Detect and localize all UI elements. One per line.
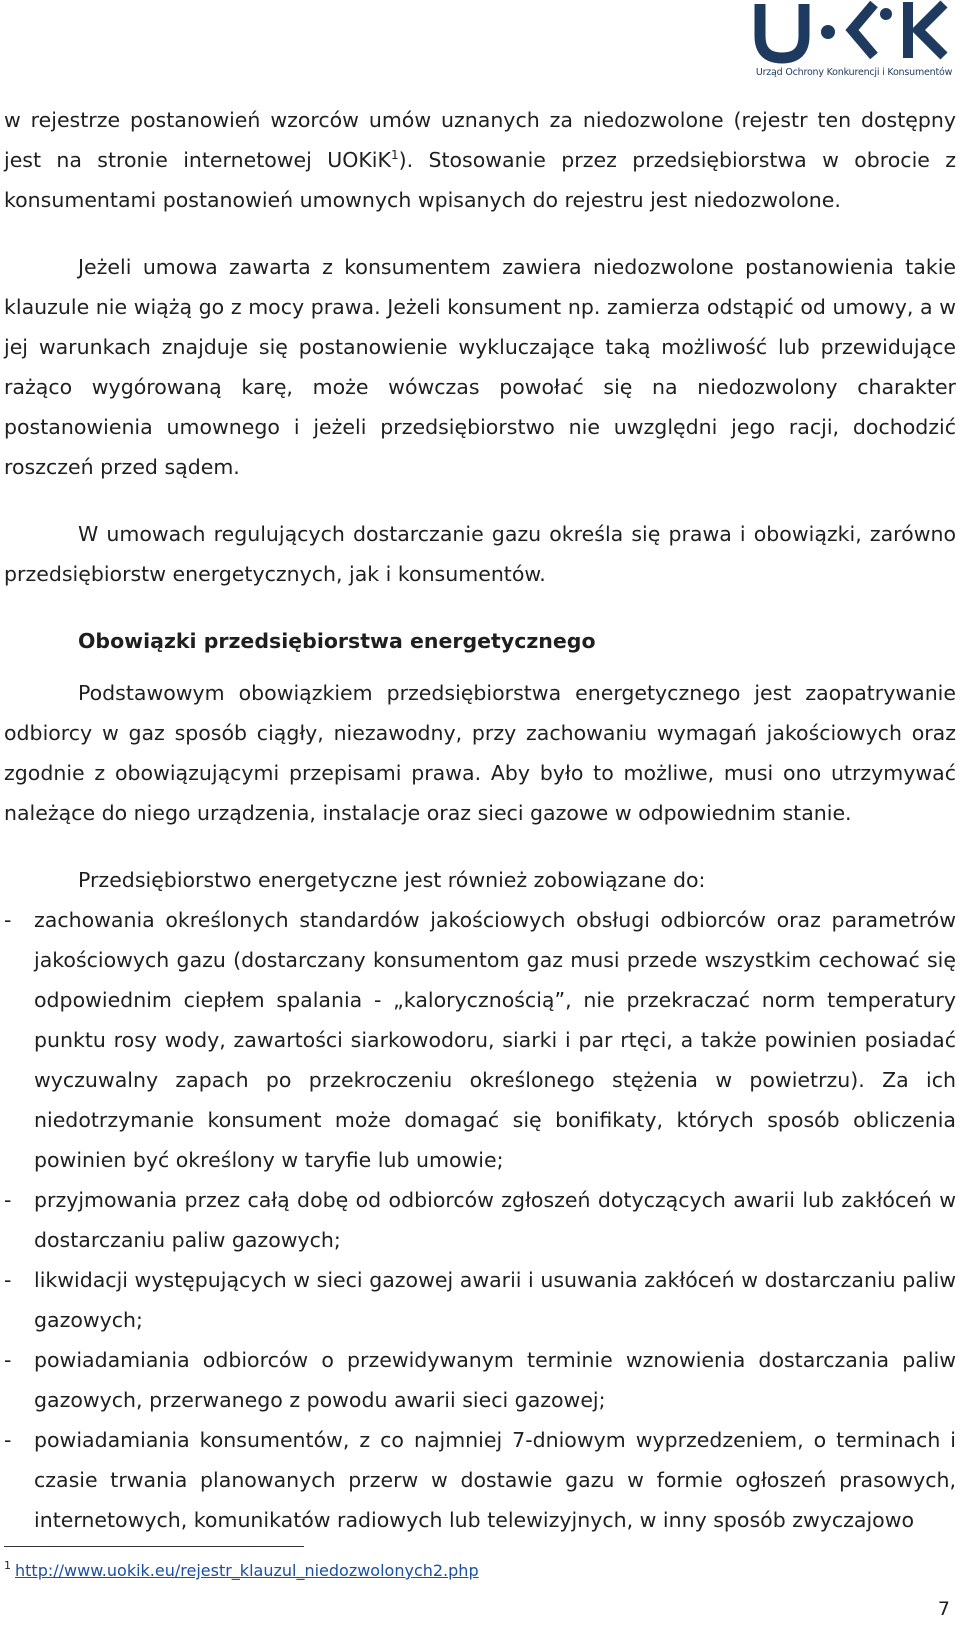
- obligations-list: [4, 900, 956, 1540]
- list-item: - powiadamiania odbiorców o przewidywanym terminie wznowienia dostarczania paliw gazowych, przerwanego z powodu awarii sieci gazowej;: [4, 1340, 956, 1420]
- footnote-ref: 1: [390, 148, 399, 162]
- paragraph-2: Jeżeli umowa zawarta z konsumentem zawiera niedozwolone postanowienia takie klauzule nie wiążą go z mocy prawa. Jeżeli konsument np. zamierza odstąpić od umowy, a w jej warunkach znajduje się postanowienie wykluczające taką możliwość lub przewidujące rażąco wygórowaną karę, może wówczas powołać się na niedozwolony charakter postanowienia umownego i jeżeli przedsiębiorstwo nie uwzględni jego racji, dochodzić roszczeń przed sądem.: [4, 255, 956, 479]
- list-item: - przyjmowania przez całą dobę od odbiorców zgłoszeń dotyczących awarii lub zakłóceń w dostarczaniu paliw gazowych;: [4, 1180, 956, 1260]
- uokik-logo-mark: [748, 0, 960, 70]
- paragraph-4: Podstawowym obowiązkiem przedsiębiorstwa energetycznego jest zaopatrywanie odbiorcy w gaz sposób ciągły, niezawodny, przy zachowaniu wymagań jakościowych oraz zgodnie z obowiązującymi przepisami prawa. Aby było to możliwe, musi ono utrzymywać należące do niego urządzenia, instalacje oraz sieci gazowe w odpowiednim stanie.: [4, 681, 956, 825]
- footnote-number: 1: [4, 1559, 11, 1572]
- logo-chevron-1: [852, 4, 874, 56]
- uokik-logo: [748, 0, 960, 86]
- paragraph-5: Przedsiębiorstwo energetyczne jest również zobowiązane do:: [78, 868, 706, 892]
- section-heading: Obowiązki przedsiębiorstwa energetycznego: [78, 629, 596, 653]
- paragraph-1: w rejestrze postanowień wzorców umów uznanych za niedozwolone (rejestr ten dostępny jest na stronie internetowej UOKiK$^1$). Stosowanie przez przedsiębiorstwa w obrocie z konsumentami postanowień umownych wpisanych do rejestru jest niedozwolone.: [4, 108, 956, 212]
- logo-letter-u: [760, 4, 804, 58]
- page-number: 7: [937, 1598, 950, 1620]
- logo-dot-1: [821, 25, 835, 39]
- footnote-link[interactable]: http://www.uokik.eu/rejestr_klauzul_niedozwolonych2.php: [15, 1561, 479, 1580]
- paragraph-3: W umowach regulujących dostarczanie gazu określa się prawa i obowiązki, zarówno przedsiębiorstw energetycznych, jak i konsumentów.: [4, 522, 956, 586]
- document-body: [4, 100, 956, 1540]
- footnote: [4, 1555, 479, 1582]
- footnote-divider: [4, 1546, 304, 1547]
- list-item: - zachowania określonych standardów jakościowych obsługi odbiorców oraz parametrów jakościowych gazu (dostarczany konsumentom gaz musi przede wszystkim cechować się odpowiednim ciepłem spalania - „kalorycznością”, nie przekraczać norm temperatury punktu rosy wody, zawartości siarkowodoru, siarki i par rtęci, a także powinien posiadać wyczuwalny zapach po przekroczeniu określonego stężenia w powietrzu). Za ich niedotrzymanie konsument może domagać się bonifikaty, których sposób obliczenia powinien być określony w taryfie lub umowie;: [4, 900, 956, 1180]
- logo-dot-2: [880, 8, 892, 20]
- logo-tagline: Urząd Ochrony Konkurencji i Konsumentów: [755, 67, 953, 78]
- logo-chevron-2: [918, 4, 944, 56]
- list-item: - powiadamiania konsumentów, z co najmniej 7-dniowym wyprzedzeniem, o terminach i czasie trwania planowanych przerw w dostawie gazu w formie ogłoszeń prasowych, internetowych, komunikatów radiowych lub telewizyjnych, w inny sposób zwyczajowo: [4, 1420, 956, 1540]
- list-item: - likwidacji występujących w sieci gazowej awarii i usuwania zakłóceń w dostarczaniu paliw gazowych;: [4, 1260, 956, 1340]
